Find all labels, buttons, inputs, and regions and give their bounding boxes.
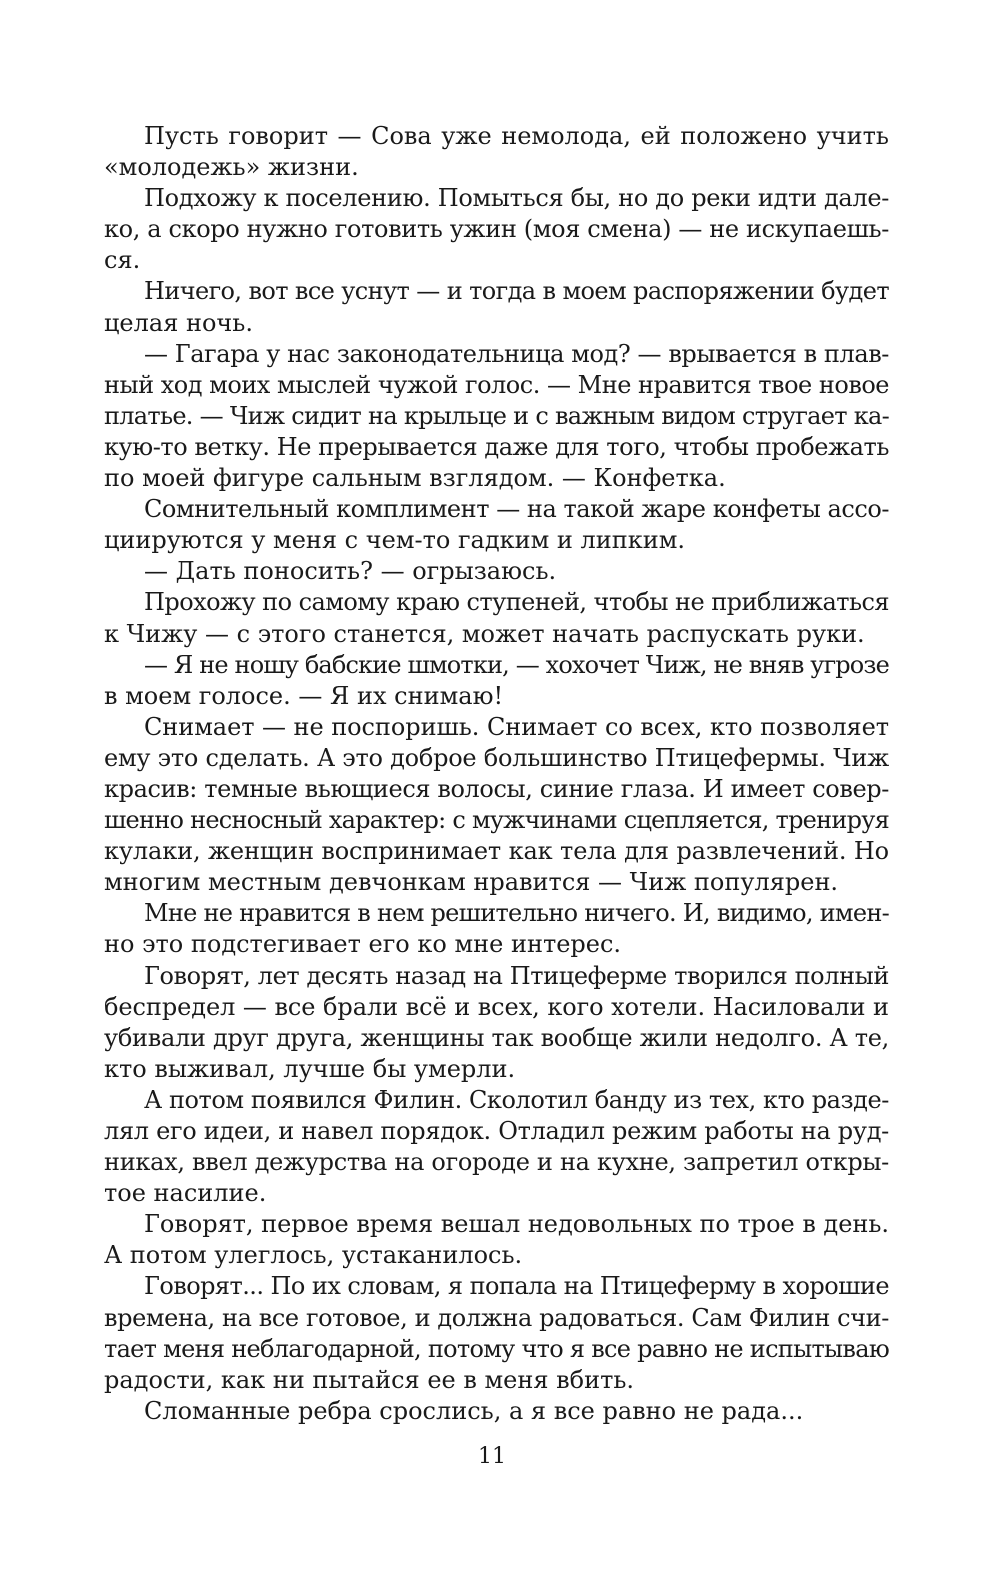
text-line: целая ночь.	[104, 308, 253, 337]
text-line: тает меня неблагодарной, потому что я все равно не испытываю	[104, 1334, 890, 1363]
body-text	[104, 121, 889, 1427]
text-line: времена, на все готовое, и должна радоваться. Сам Филин счи-	[104, 1303, 890, 1332]
text-line: к Чижу — с этого станется, может начать распускать руки.	[104, 619, 865, 648]
text-line: «молодежь» жизни.	[104, 153, 359, 182]
text-line: Прохожу по самому краю ступеней, чтобы не приближаться	[144, 588, 890, 617]
text-line: ся.	[104, 246, 141, 275]
paragraph	[104, 494, 889, 556]
paragraph	[104, 1085, 889, 1209]
text-line: Говорят, первое время вешал недовольных по трое в день.	[144, 1210, 889, 1239]
paragraph	[104, 650, 889, 712]
text-line: по моей фигуре сальным взглядом. — Конфетка.	[104, 464, 726, 493]
text-line: циируются у меня с чем-то гадким и липким.	[104, 526, 686, 555]
paragraph	[104, 121, 889, 183]
text-line: — Дать поносить? — огрызаюсь.	[144, 557, 557, 586]
text-line: красив: темные вьющиеся волосы, синие глаза. И имеет совер-	[104, 774, 890, 803]
paragraph	[104, 556, 889, 587]
text-line: ный ход моих мыслей чужой голос. — Мне нравится твое новое	[104, 370, 890, 399]
text-line: кую-то ветку. Не прерывается даже для того, чтобы пробежать	[104, 432, 890, 461]
text-line: — Гагара у нас законодательница мод? — врывается в плав-	[144, 339, 889, 368]
text-line: Мне не нравится в нем решительно ничего. И, видимо, имен-	[144, 899, 889, 928]
text-line: радости, как ни пытайся ее в меня вбить.	[104, 1365, 635, 1394]
page-number: 11	[478, 1444, 506, 1469]
text-line: тое насилие.	[104, 1179, 267, 1208]
text-line: в моем голосе. — Я их снимаю!	[104, 681, 504, 710]
text-line: ему это сделать. А это доброе большинство Птицефермы. Чиж	[104, 743, 890, 772]
text-line: многим местным девчонкам нравится — Чиж популярен.	[104, 868, 839, 897]
text-line: кто выживал, лучше бы умерли.	[104, 1054, 516, 1083]
text-line: Говорят, лет десять назад на Птицеферме творился полный	[144, 961, 889, 990]
paragraph	[104, 1396, 889, 1427]
text-line: А потом появился Филин. Сколотил банду из тех, кто разде-	[144, 1085, 889, 1114]
paragraph	[104, 587, 889, 649]
text-line: Говорят... По их словам, я попала на Птицеферму в хорошие	[144, 1272, 889, 1301]
text-line: платье. — Чиж сидит на крыльце и с важным видом стругает ка-	[104, 401, 890, 430]
text-line: — Я не ношу бабские шмотки, — хохочет Чиж, не вняв угрозе	[144, 650, 890, 679]
text-line: А потом улеглось, устаканилось.	[104, 1241, 523, 1270]
paragraph	[104, 1271, 889, 1395]
paragraph	[104, 183, 889, 276]
text-line: никах, ввел дежурства на огороде и на кухне, запретил откры-	[104, 1148, 889, 1177]
paragraph	[104, 961, 889, 1085]
text-line: беспредел — все брали всё и всех, кого хотели. Насиловали и	[104, 992, 889, 1021]
paragraph	[104, 1209, 889, 1271]
text-line: Ничего, вот все уснут — и тогда в моем распоряжении будет	[144, 277, 889, 306]
paragraph	[104, 276, 889, 338]
paragraph	[104, 339, 889, 494]
text-line: но это подстегивает его ко мне интерес.	[104, 930, 622, 959]
text-line: убивали друг друга, женщины так вообще жили недолго. А те,	[104, 1023, 889, 1052]
text-line: Снимает — не поспоришь. Снимает со всех, кто позволяет	[144, 712, 889, 741]
paragraph	[104, 712, 889, 899]
text-line: Пусть говорит — Сова уже немолода, ей положено учить	[144, 122, 889, 150]
text-line: Сомнительный комплимент — на такой жаре конфеты ассо-	[144, 495, 889, 524]
text-line: лял его идеи, и навел порядок. Отладил режим работы на руд-	[104, 1117, 889, 1145]
text-line: шенно несносный характер: с мужчинами сцепляется, тренируя	[104, 806, 889, 835]
text-line: Подхожу к поселению. Помыться бы, но до реки идти дале-	[144, 184, 890, 213]
text-line: ко, а скоро нужно готовить ужин (моя смена) — не искупаешь-	[104, 215, 889, 244]
paragraph	[104, 898, 889, 960]
text-line: кулаки, женщин воспринимает как тела для развлечений. Но	[104, 837, 890, 866]
text-line: Сломанные ребра срослись, а я все равно не рада...	[144, 1396, 804, 1425]
